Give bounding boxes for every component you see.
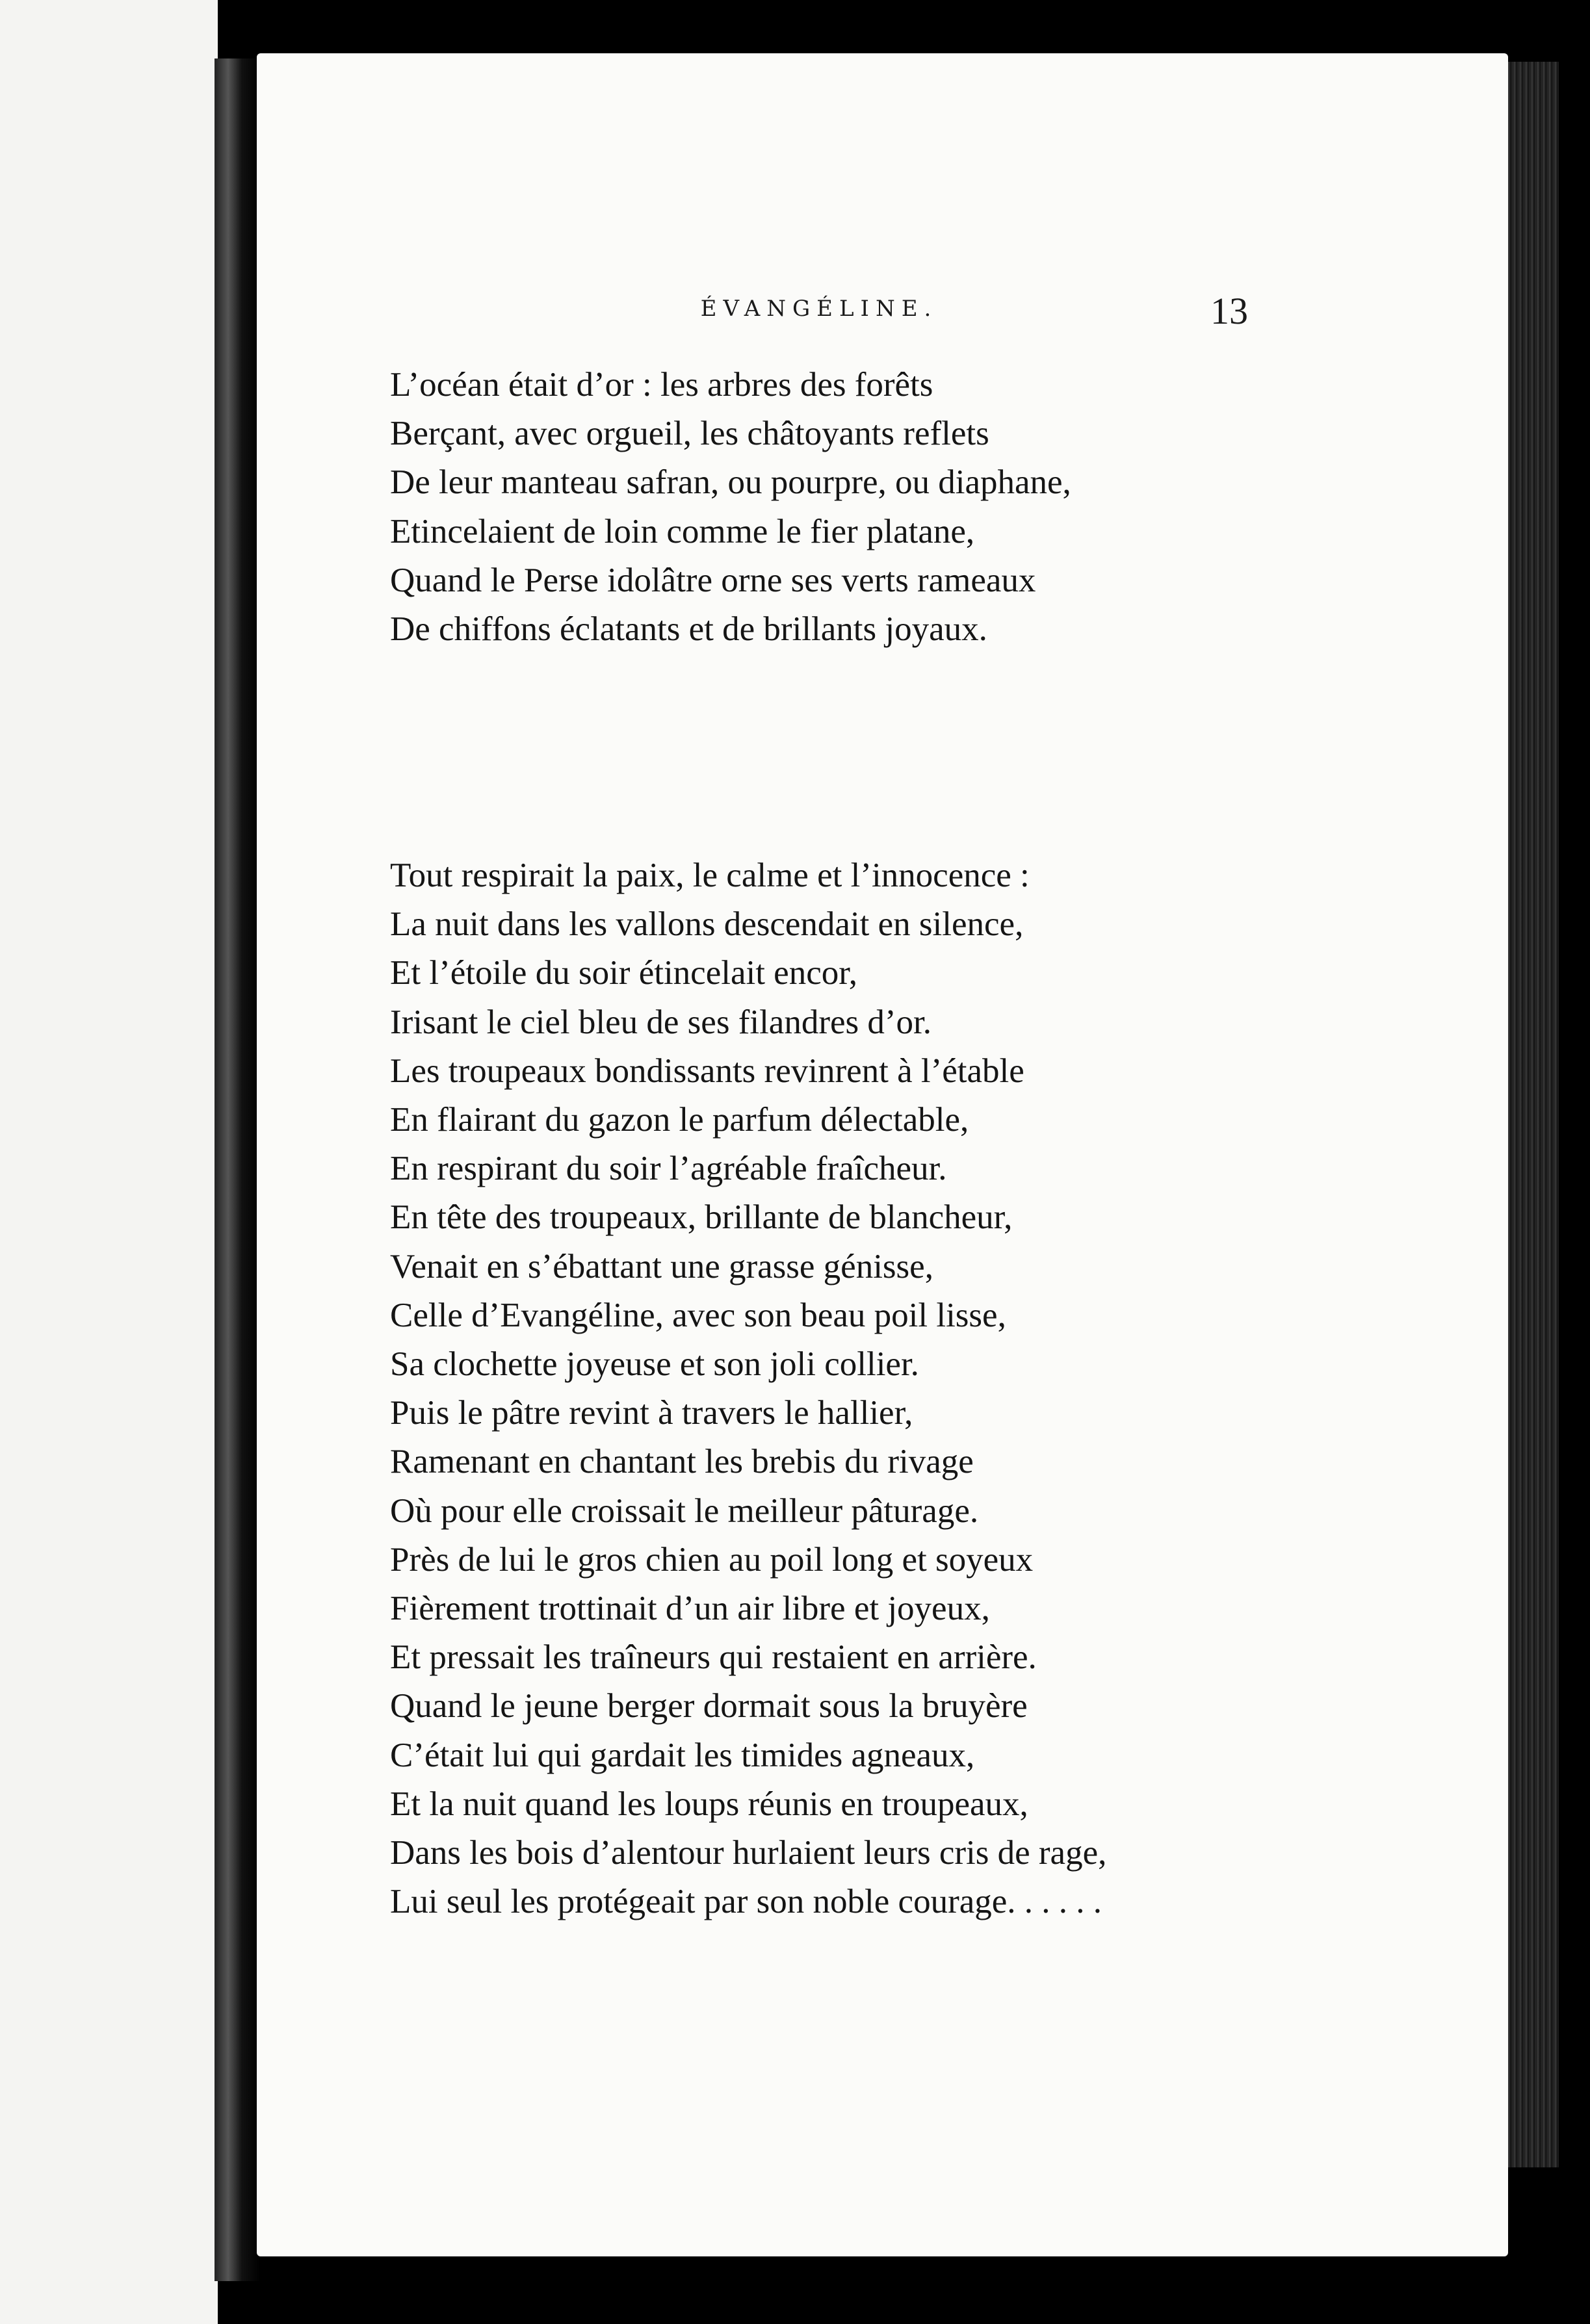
verse-line: Et pressait les traîneurs qui restaient en arrière. [390,1638,1037,1677]
stanza-2 [390,851,1261,1926]
verse-line: C’était lui qui gardait les timides agneaux, [390,1736,975,1774]
verse-line: Irisant le ciel bleu de ses filandres d’or. [390,1003,932,1041]
gutter-shadow [215,58,260,2281]
verse-line: Et l’étoile du soir étincelait encor, [390,954,857,992]
stanza-1 [390,361,1261,654]
verse-line: Ramenant en chantant les brebis du rivage [390,1443,974,1481]
verse-line: Les troupeaux bondissants revinrent à l’étable [390,1052,1024,1090]
verse-line: L’océan était d’or : les arbres des forêts [390,366,933,404]
verse-line: De chiffons éclatants et de brillants joyaux. [390,610,987,649]
running-head: ÉVANGÉLINE. [700,296,938,322]
verse-line: Sa clochette joyeuse et son joli collier. [390,1345,919,1384]
facing-page-edge [0,0,218,2324]
verse-line: En respirant du soir l’agréable fraîcheur. [390,1150,947,1188]
page-number: 13 [1210,290,1248,332]
verse-line: Venait en s’ébattant une grasse génisse, [390,1247,933,1285]
verse-line: Lui seul les protégeait par son noble courage. . . . . . [390,1883,1102,1921]
verse-line: Puis le pâtre revint à travers le hallier, [390,1394,913,1432]
verse-line: Etincelaient de loin comme le fier platane, [390,512,975,550]
verse-line: Fièrement trottinait d’un air libre et joyeux, [390,1590,990,1628]
verse-line: La nuit dans les vallons descendait en silence, [390,905,1024,944]
verse-line: Celle d’Evangéline, avec son beau poil lisse, [390,1296,1006,1334]
verse-line: En flairant du gazon le parfum délectable, [390,1101,969,1139]
verse-line: Tout respirait la paix, le calme et l’innocence : [390,857,1030,894]
verse-line: Où pour elle croissait le meilleur pâturage. [390,1491,979,1530]
verse-line: Berçant, avec orgueil, les châtoyants reflets [390,415,989,453]
verse-line: De leur manteau safran, ou pourpre, ou diaphane, [390,463,1071,502]
verse-line: Près de lui le gros chien au poil long et soyeux [390,1540,1034,1579]
verse-line: Dans les bois d’alentour hurlaient leurs cris de rage, [390,1834,1107,1872]
verse-line: Et la nuit quand les loups réunis en troupeaux, [390,1785,1028,1823]
page-block-edge [1507,62,1559,2167]
verse-line: En tête des troupeaux, brillante de blancheur, [390,1198,1013,1237]
verse-line: Quand le jeune berger dormait sous la bruyère [390,1687,1028,1725]
verse-line: Quand le Perse idolâtre orne ses verts rameaux [390,561,1036,599]
